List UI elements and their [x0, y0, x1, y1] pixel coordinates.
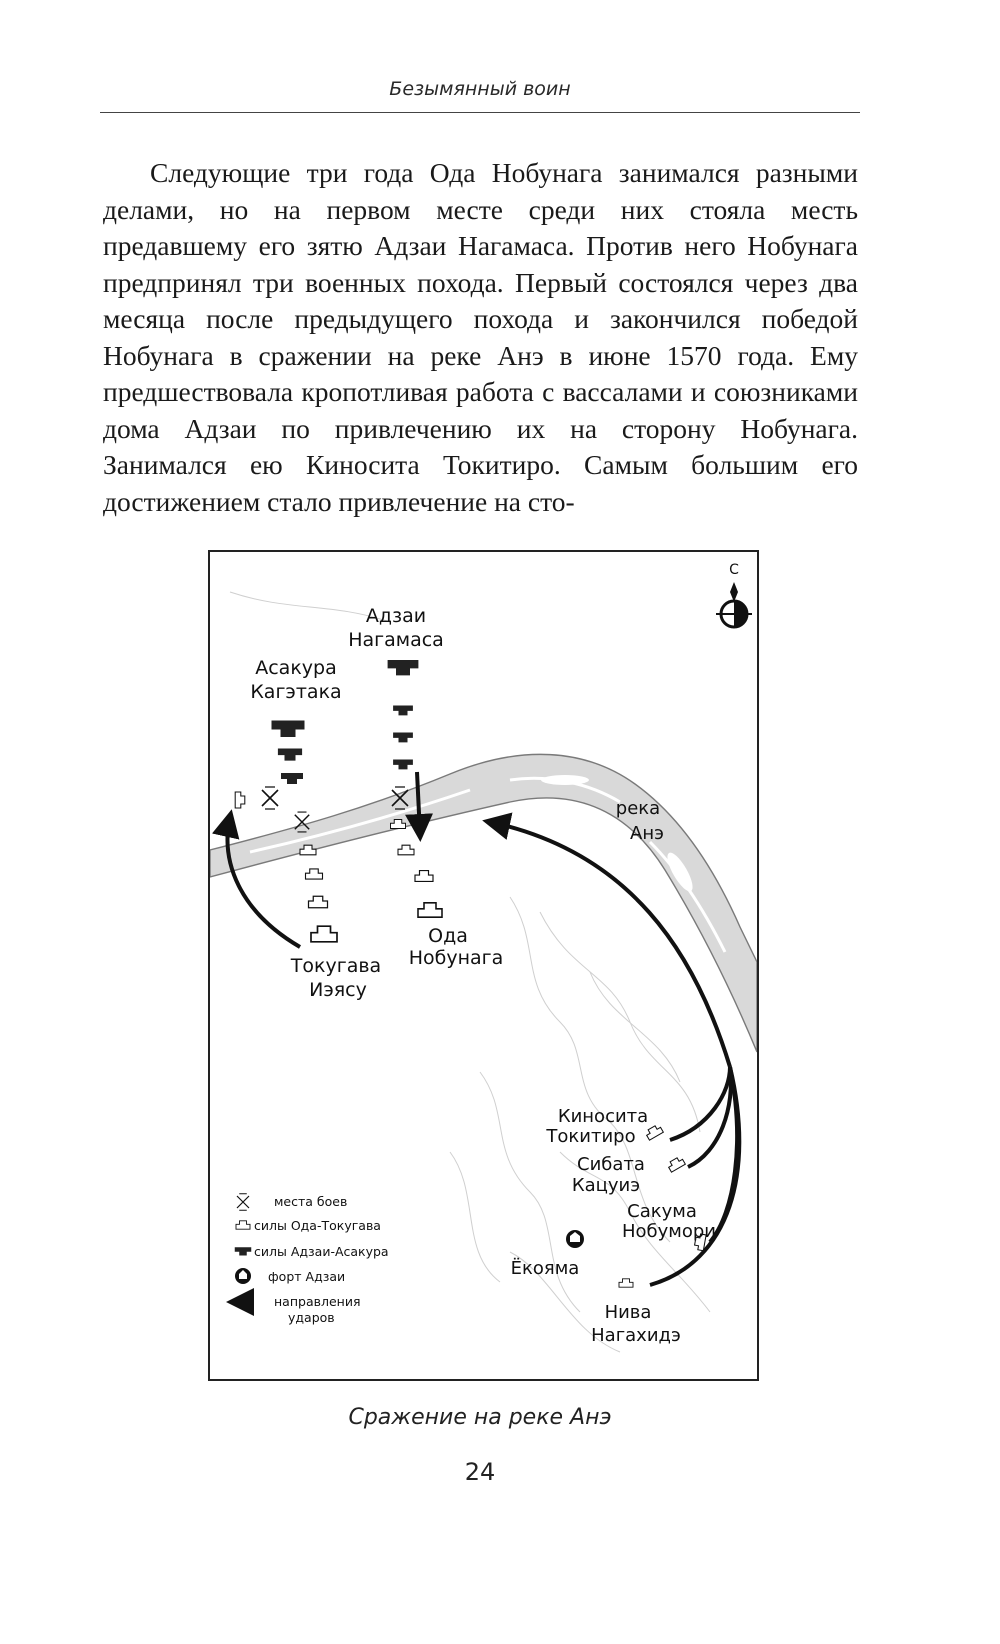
battle-map-svg [210, 552, 757, 1379]
fort-yokoyama-icon [566, 1230, 584, 1248]
map-legend [234, 1194, 389, 1325]
legend-adzai-icon [235, 1247, 252, 1255]
label-tokugawa-1: Токугава [290, 955, 382, 977]
label-niwa-1: Нива [604, 1302, 652, 1323]
label-asakura-1: Асакура [255, 657, 337, 679]
label-oda-2: Нобунага [408, 947, 504, 969]
label-niwa-2: Нагахидэ [591, 1325, 681, 1346]
label-sakuma-2: Нобумори [621, 1221, 717, 1242]
compass-north-label: С [729, 562, 739, 578]
label-asakura-2: Кагэтака [250, 681, 342, 703]
label-adzai-2: Нагамаса [348, 629, 444, 651]
header-rule [100, 112, 860, 113]
label-shibata-2: Кацуиэ [571, 1175, 641, 1196]
body-paragraph: Следующие три года Ода Нобунага занимался разными делами, но на первом месте среди них стояла месть предавшему его зятю Адзаи Нагамаса. Против него Нобунага предпринял три военных похода. Первый состоялся через два месяца после предыдущего похода и закончился победой Нобунага в сражении на реке Анэ в июне 1570 года. Ему предшествовала кропотливая работа с вассалами и союзниками дома Адзаи по привлечению их на сторону Нобунага. Занимался ею Киносита Токитиро. Самым большим его достижением стало привлечение на сто- [103, 157, 858, 517]
legend-oda-tokugawa: силы Ода-Токугава [254, 1218, 381, 1233]
label-shibata-1: Сибата [577, 1154, 645, 1175]
river-ane [210, 754, 757, 1052]
label-river-1: река [615, 798, 661, 819]
label-kinoshita-2: Токитиро [546, 1126, 636, 1147]
legend-attacks-2: ударов [288, 1310, 335, 1325]
legend-fort-icon [235, 1268, 251, 1284]
label-river-2: Анэ [630, 823, 664, 844]
map-caption: Сражение на реке Анэ [348, 1405, 612, 1430]
legend-fort: форт Адзаи [268, 1269, 346, 1284]
legend-adzai-asakura: силы Адзаи-Асакура [254, 1244, 389, 1259]
label-adzai-1: Адзаи [365, 605, 427, 627]
label-oda-1: Ода [428, 925, 468, 947]
label-tokugawa-2: Иэясу [309, 979, 367, 1001]
legend-battles: места боев [274, 1194, 348, 1209]
label-kinoshita-1: Киносита [557, 1106, 649, 1127]
compass-rose-icon [716, 562, 752, 627]
page-number: 24 [464, 1458, 496, 1486]
label-yokoyama: Ёкояма [510, 1258, 580, 1279]
label-sakuma-1: Сакума [627, 1201, 697, 1222]
legend-attacks-1: направления [274, 1294, 361, 1309]
legend-oda-icon [236, 1221, 250, 1229]
running-title: Безымянный воин [389, 78, 571, 100]
map-labels [250, 605, 716, 1346]
battle-map [208, 550, 759, 1381]
legend-battle-icon [237, 1194, 249, 1211]
